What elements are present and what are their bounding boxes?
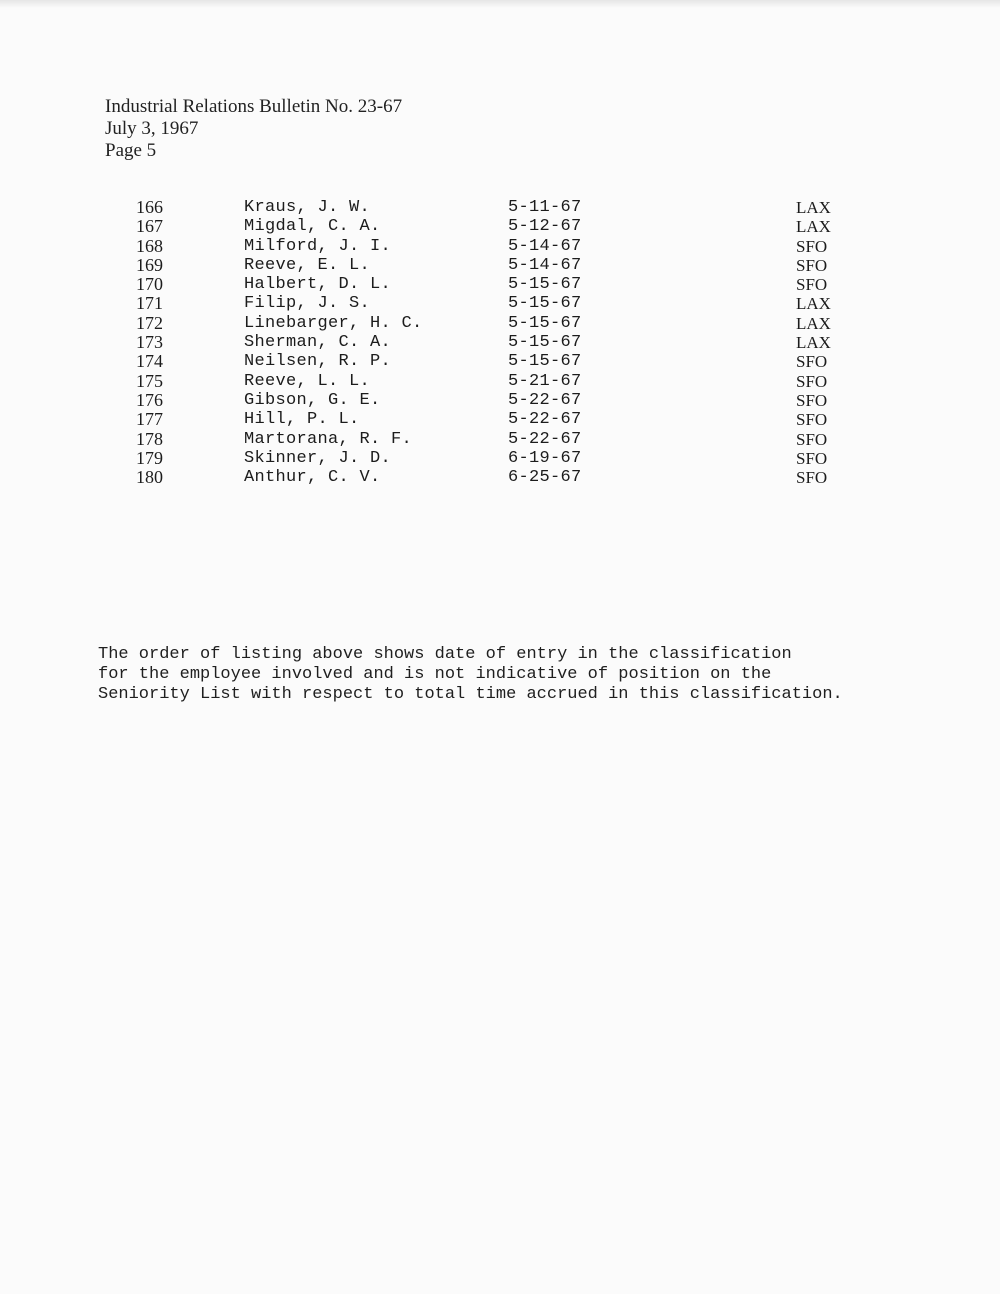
station-code: SFO (796, 390, 828, 410)
table-row (0, 314, 1000, 333)
station-code: SFO (796, 371, 828, 391)
employee-name: Gibson, G. E. (244, 390, 381, 410)
classification-date: 5-14-67 (508, 236, 582, 256)
seniority-number: 171 (136, 293, 163, 314)
classification-date: 5-15-67 (508, 294, 582, 314)
classification-date: 5-15-67 (508, 333, 582, 353)
seniority-list-table (0, 198, 1000, 487)
page-number: Page 5 (105, 140, 157, 161)
station-code: SFO (796, 236, 828, 256)
employee-name: Reeve, E. L. (244, 255, 371, 275)
bulletin-date: July 3, 1967 (105, 118, 199, 139)
employee-name: Sherman, C. A. (244, 333, 392, 353)
station-code: SFO (796, 255, 828, 275)
table-row (0, 468, 1000, 487)
employee-name: Kraus, J. W. (244, 198, 371, 217)
classification-date: 6-19-67 (508, 448, 582, 468)
seniority-number: 176 (136, 389, 163, 410)
classification-date: 5-15-67 (508, 352, 582, 372)
employee-name: Migdal, C. A. (244, 217, 381, 237)
employee-name: Halbert, D. L. (244, 275, 392, 295)
seniority-number: 172 (136, 312, 163, 333)
seniority-number: 170 (136, 274, 163, 295)
employee-name: Filip, J. S. (244, 294, 371, 314)
classification-date: 5-14-67 (508, 255, 582, 275)
table-row (0, 391, 1000, 410)
bulletin-title: Industrial Relations Bulletin No. 23-67 (105, 96, 403, 117)
station-code: SFO (796, 429, 828, 449)
employee-name: Skinner, J. D. (244, 448, 392, 468)
classification-date: 5-22-67 (508, 410, 582, 430)
classification-date: 5-15-67 (508, 275, 582, 295)
table-row (0, 294, 1000, 313)
classification-date: 5-12-67 (508, 217, 582, 237)
note-line: The order of listing above shows date of entry in the classification (98, 645, 792, 664)
classification-date: 5-11-67 (508, 198, 582, 217)
employee-name: Reeve, L. L. (244, 371, 371, 391)
seniority-number: 174 (136, 351, 163, 372)
table-row (0, 352, 1000, 371)
seniority-number: 179 (136, 447, 163, 468)
classification-date: 5-15-67 (508, 313, 582, 333)
employee-name: Hill, P. L. (244, 410, 360, 430)
listing-order-note (98, 645, 978, 705)
table-row (0, 410, 1000, 429)
table-row (0, 198, 1000, 217)
seniority-number: 173 (136, 332, 163, 353)
station-code: LAX (796, 198, 831, 217)
station-code: LAX (796, 313, 831, 333)
table-row (0, 430, 1000, 449)
seniority-number: 180 (136, 467, 163, 488)
station-code: SFO (796, 448, 828, 468)
employee-name: Linebarger, H. C. (244, 313, 423, 333)
station-code: SFO (796, 352, 828, 372)
bulletin-header (105, 96, 402, 162)
table-row (0, 237, 1000, 256)
employee-name: Milford, J. I. (244, 236, 392, 256)
seniority-number: 166 (136, 197, 163, 217)
station-code: SFO (796, 410, 828, 430)
seniority-number: 168 (136, 235, 163, 256)
station-code: LAX (796, 333, 831, 353)
seniority-number: 177 (136, 409, 163, 430)
employee-name: Martorana, R. F. (244, 429, 413, 449)
table-row (0, 217, 1000, 236)
employee-name: Anthur, C. V. (244, 468, 381, 488)
station-code: LAX (796, 217, 831, 237)
station-code: SFO (796, 275, 828, 295)
classification-date: 5-22-67 (508, 429, 582, 449)
classification-date: 6-25-67 (508, 468, 582, 488)
table-row (0, 449, 1000, 468)
seniority-number: 167 (136, 216, 163, 237)
table-row (0, 372, 1000, 391)
classification-date: 5-22-67 (508, 390, 582, 410)
scan-edge-shadow (0, 0, 1000, 8)
station-code: LAX (796, 294, 831, 314)
table-row (0, 333, 1000, 352)
employee-name: Neilsen, R. P. (244, 352, 392, 372)
table-row (0, 256, 1000, 275)
classification-date: 5-21-67 (508, 371, 582, 391)
seniority-number: 169 (136, 254, 163, 275)
note-line: for the employee involved and is not indicative of position on the (98, 665, 772, 684)
note-line: Seniority List with respect to total time accrued in this classification. (98, 685, 843, 704)
table-row (0, 275, 1000, 294)
seniority-number: 175 (136, 370, 163, 391)
seniority-number: 178 (136, 428, 163, 449)
station-code: SFO (796, 468, 828, 488)
